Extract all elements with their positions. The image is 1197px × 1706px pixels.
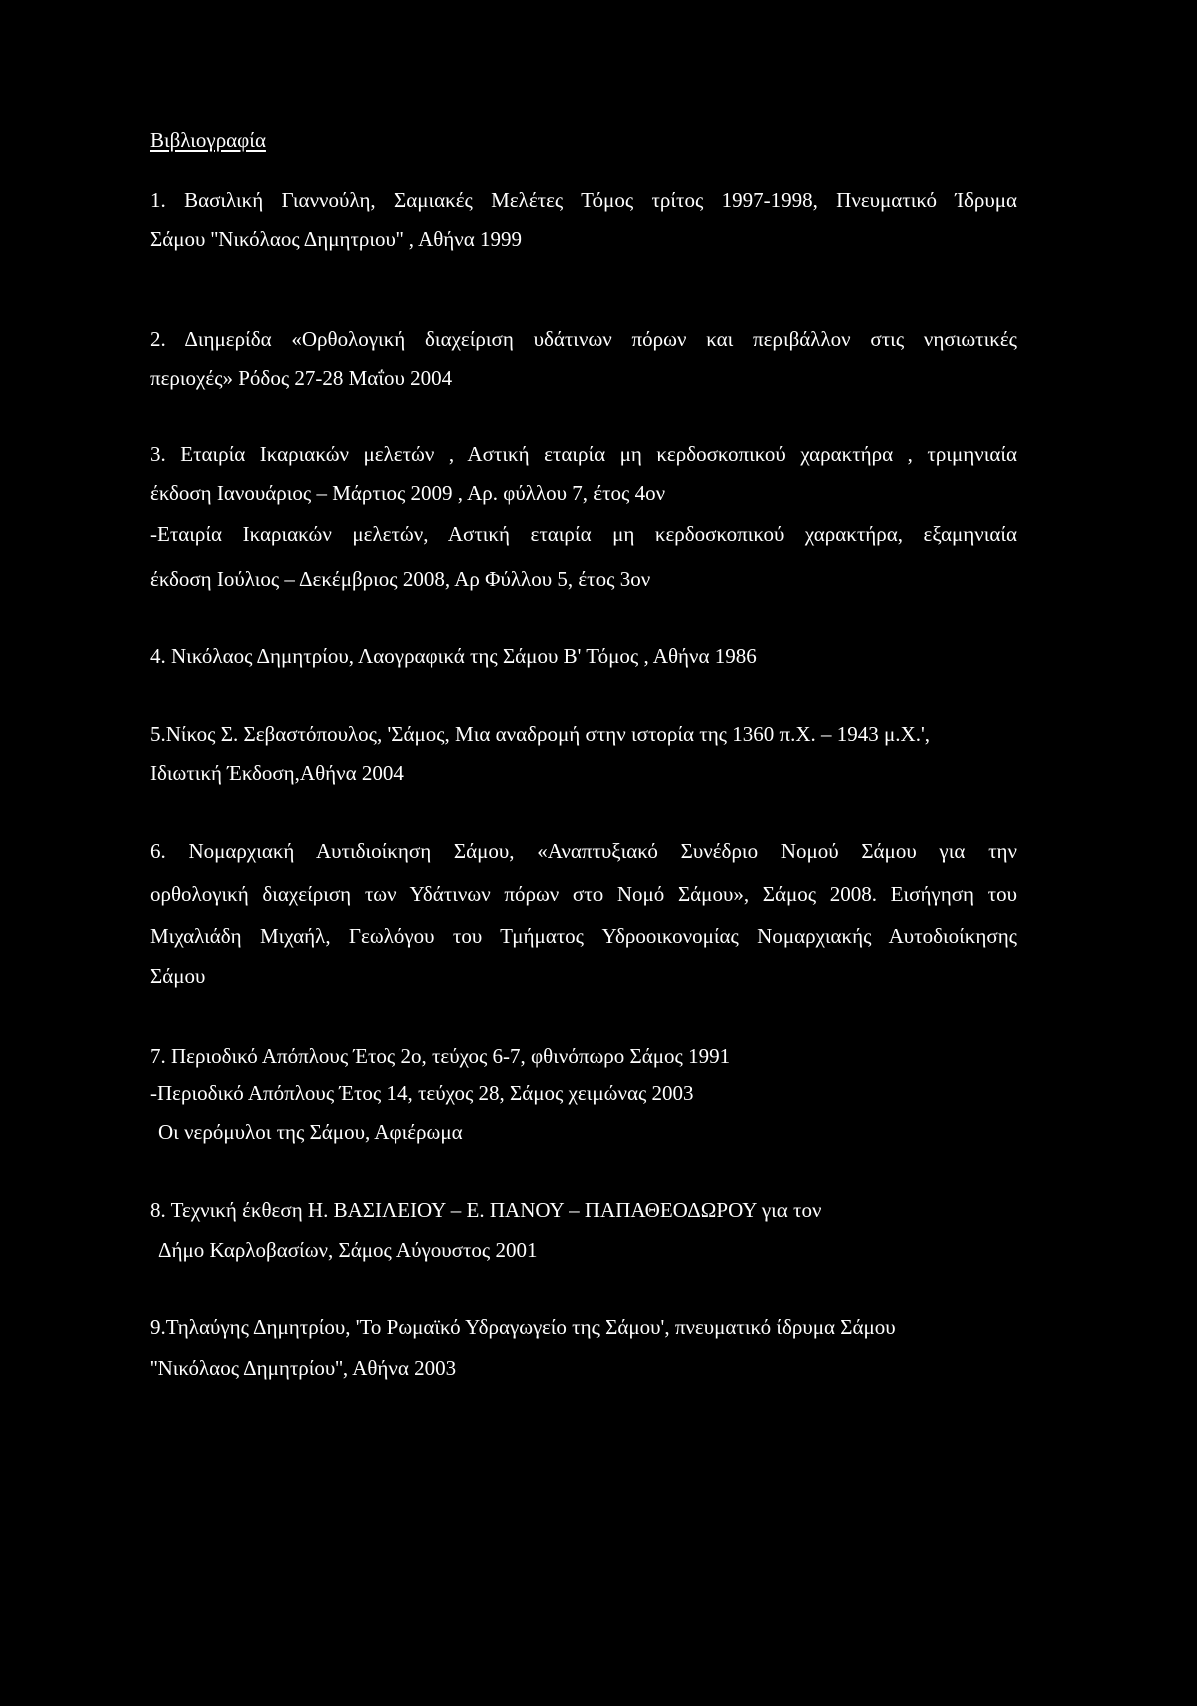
reference-5-line-1: 5.Νίκος Σ. Σεβαστόπουλος, 'Σάμος, Μια αναδρομή στην ιστορία της 1360 π.Χ. – 1943 μ.Χ.', — [150, 722, 930, 746]
reference-7-line-1: 7. Περιοδικό Απόπλους Έτος 2ο, τεύχος 6-7, φθινόπωρο Σάμος 1991 — [150, 1044, 731, 1068]
reference-9-line-1: 9.Τηλαύγης Δημητρίου, 'Το Ρωμαϊκό Υδραγωγείο της Σάμου', πνευματικό ίδρυμα Σάμου — [150, 1315, 896, 1339]
reference-4-line-1: 4. Νικόλαος Δημητρίου, Λαογραφικά της Σάμου Β' Τόμος , Αθήνα 1986 — [150, 644, 757, 668]
reference-3-line-2: έκδοση Ιανουάριος – Μάρτιος 2009 , Αρ. φύλλου 7, έτος 4ον — [150, 481, 666, 505]
reference-1-line-2: Σάμου ''Νικόλαος Δημητριου'' , Αθήνα 1999 — [150, 227, 523, 251]
reference-3-line-4: έκδοση Ιούλιος – Δεκέμβριος 2008, Αρ Φύλλου 5, έτος 3ον — [150, 567, 651, 591]
reference-9-line-2: ''Νικόλαος Δημητρίου'', Αθήνα 2003 — [150, 1356, 457, 1380]
reference-1-line-1: 1. Βασιλική Γιαννούλη, Σαμιακές Μελέτες Τόμος τρίτος 1997-1998, Πνευματικό Ίδρυμα — [150, 188, 1017, 212]
page-heading: Βιβλιογραφία — [150, 128, 266, 152]
reference-2-line-2: περιοχές» Ρόδος 27-28 Μαΐου 2004 — [150, 366, 453, 390]
reference-5-line-2: Ιδιωτική Έκδοση,Αθήνα 2004 — [150, 761, 404, 785]
reference-6-line-1: 6. Νομαρχιακή Αυτιδιοίκηση Σάμου, «Αναπτυξιακό Συνέδριο Νομού Σάμου για την — [150, 839, 1017, 863]
reference-7-line-2: -Περιοδικό Απόπλους Έτος 14, τεύχος 28, Σάμος χειμώνας 2003 — [150, 1081, 694, 1105]
reference-8-line-1: 8. Τεχνική έκθεση Η. ΒΑΣΙΛΕΙΟΥ – Ε. ΠΑΝΟΥ – ΠΑΠΑΘΕΟΔΩΡΟΥ για τον — [150, 1198, 822, 1222]
reference-2-line-1: 2. Διημερίδα «Ορθολογική διαχείριση υδάτινων πόρων και περιβάλλον στις νησιωτικές — [150, 327, 1017, 351]
reference-6-line-2: ορθολογική διαχείριση των Υδάτινων πόρων στο Νομό Σάμου», Σάμος 2008. Εισήγηση του — [150, 882, 1017, 906]
reference-8-line-2: Δήμο Καρλοβασίων, Σάμος Αύγουστος 2001 — [158, 1238, 538, 1262]
reference-3-line-3: -Εταιρία Ικαριακών μελετών, Αστική εταιρία μη κερδοσκοπικού χαρακτήρα, εξαμηνιαία — [150, 522, 1017, 546]
reference-6-line-4: Σάμου — [150, 964, 206, 988]
reference-7-line-3: Οι νερόμυλοι της Σάμου, Αφιέρωμα — [158, 1120, 463, 1144]
reference-6-line-3: Μιχαλιάδη Μιχαήλ, Γεωλόγου του Τμήματος Υδροοικονομίας Νομαρχιακής Αυτοδιοίκησης — [150, 924, 1017, 948]
reference-3-line-1: 3. Εταιρία Ικαριακών μελετών , Αστική εταιρία μη κερδοσκοπικού χαρακτήρα , τριμηνιαία — [150, 442, 1017, 466]
